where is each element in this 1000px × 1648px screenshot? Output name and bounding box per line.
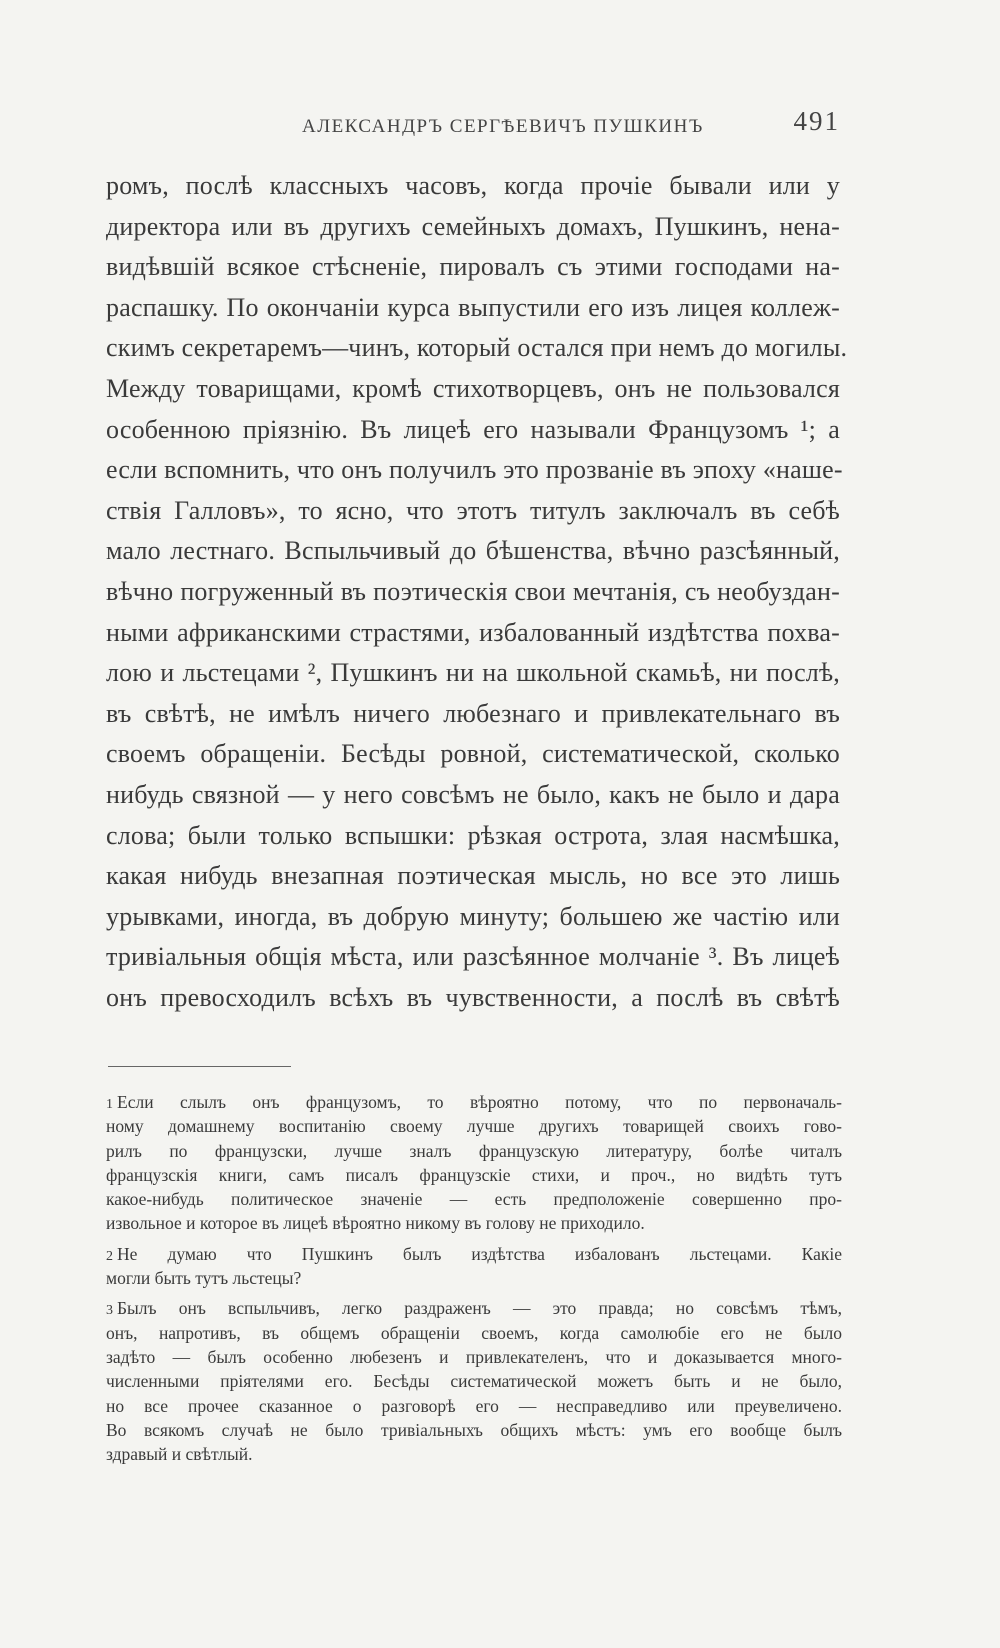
footnote-number: 1 (106, 1097, 113, 1112)
footnote-line: 2 Не думаю что Пушкинъ былъ издѣтства избалованъ льстецами. Какіе (106, 1243, 842, 1264)
page-header (106, 106, 840, 146)
text-line: ствія Галловъ», то ясно, что этотъ титулъ заключалъ въ себѣ (106, 495, 840, 525)
text-line: какая нибудь внезапная поэтическая мысль, но все это лишь (106, 861, 840, 891)
text-line: скимъ секретаремъ—чинъ, который остался при немъ до могилы. (106, 333, 848, 363)
footnote-line: Во всякомъ случаѣ не было тривіальныхъ общихъ мѣстъ: умъ его вообще былъ (106, 1419, 842, 1440)
footnote-line: численными пріятелями его. Бесѣды систематической можетъ быть и не было, (106, 1371, 842, 1392)
footnote-line: онъ, напротивъ, въ общемъ обращеніи своемъ, когда самолюбіе его не было (106, 1322, 842, 1343)
text-line: если вспомнить, что онъ получилъ это прозваніе въ эпоху «наше- (106, 455, 843, 485)
text-line: директора или въ другихъ семейныхъ домахъ, Пушкинъ, нена- (106, 211, 840, 241)
footnote-line: рилъ по французски, лучше зналъ французскую литературу, болѣе читалъ (106, 1140, 842, 1161)
footnote-line: 1 Если слылъ онъ французомъ, то вѣроятно потому, что по первоначаль- (106, 1092, 842, 1112)
text-line: видѣвшій всякое стѣсненіе, пировалъ съ этими господами на- (106, 252, 840, 282)
footnote-line: задѣто — былъ особенно любезенъ и привлекателенъ, что и доказывается много- (106, 1346, 842, 1367)
text-line: своемъ обращеніи. Бесѣды ровной, систематической, сколько (106, 739, 840, 769)
text-line: тривіальныя общія мѣста, или разсѣянное молчаніе ³. Въ лицеѣ (106, 942, 840, 972)
text-line: мало лестнаго. Вспыльчивый до бѣшенства, вѣчно разсѣянный, (106, 536, 840, 566)
text-line: лою и льстецами ², Пушкинъ ни на школьной скамьѣ, ни послѣ, (106, 658, 840, 688)
footnote-number: 2 (106, 1248, 113, 1264)
text-line: Между товарищами, кромѣ стихотворцевъ, онъ не пользовался (106, 373, 840, 403)
text-line: онъ превосходилъ всѣхъ въ чувственности, а послѣ въ свѣтѣ (106, 982, 840, 1012)
footnote-line: французскія книги, самъ писалъ французскіе стихи, и проч., но видѣть тутъ (106, 1164, 842, 1185)
text-line: урывками, иногда, въ добрую минуту; большею же частію или (106, 901, 840, 931)
main-text (106, 166, 848, 1018)
text-line: особенною пріязнію. Въ лицеѣ его называли Французомъ ¹; а (106, 414, 840, 444)
running-title: АЛЕКСАНДРЪ СЕРГѢЕВИЧЪ ПУШКИНЪ (302, 116, 704, 137)
footnote-line: могли быть тутъ льстецы? (106, 1268, 302, 1289)
footnote-line: какое-нибудь политическое значеніе — есть предположеніе совершенно про- (106, 1189, 842, 1210)
footnote-rule (108, 1066, 291, 1067)
text-line: распашку. По окончаніи курса выпустили его изъ лицея коллеж- (106, 292, 840, 322)
footnote-line: ному домашнему воспитанію своему лучше другихъ товарищей своихъ гово- (106, 1116, 842, 1137)
footnote-line: 3 Былъ онъ вспыльчивъ, легко раздраженъ — это правда; но совсѣмъ тѣмъ, (106, 1298, 842, 1319)
text-line: ромъ, послѣ классныхъ часовъ, когда прочіе бывали или у (106, 171, 840, 200)
text-line: въ свѣтѣ, не имѣлъ ничего любезнаго и привлекательнаго въ (106, 698, 840, 728)
footnote-line: извольное и которое въ лицеѣ вѣроятно никому въ голову не приходило. (106, 1213, 645, 1234)
footnote-line: здравый и свѣтлый. (106, 1444, 253, 1465)
text-line: нибудь связной — у него совсѣмъ не было, какъ не было и дара (106, 779, 840, 809)
text-line: ными африканскими страстями, избалованный издѣтства похва- (106, 617, 840, 647)
page-number: 491 (793, 106, 840, 136)
text-line: вѣчно погруженный въ поэтическія свои мечтанія, съ необуздан- (106, 576, 840, 606)
text-line: слова; были только вспышки: рѣзкая острота, злая насмѣшка, (106, 820, 840, 850)
footnotes (106, 1090, 842, 1466)
footnote-line: но все прочее сказанное о разговорѣ его — несправедливо или преувеличено. (106, 1395, 842, 1416)
footnote-number: 3 (106, 1303, 113, 1319)
